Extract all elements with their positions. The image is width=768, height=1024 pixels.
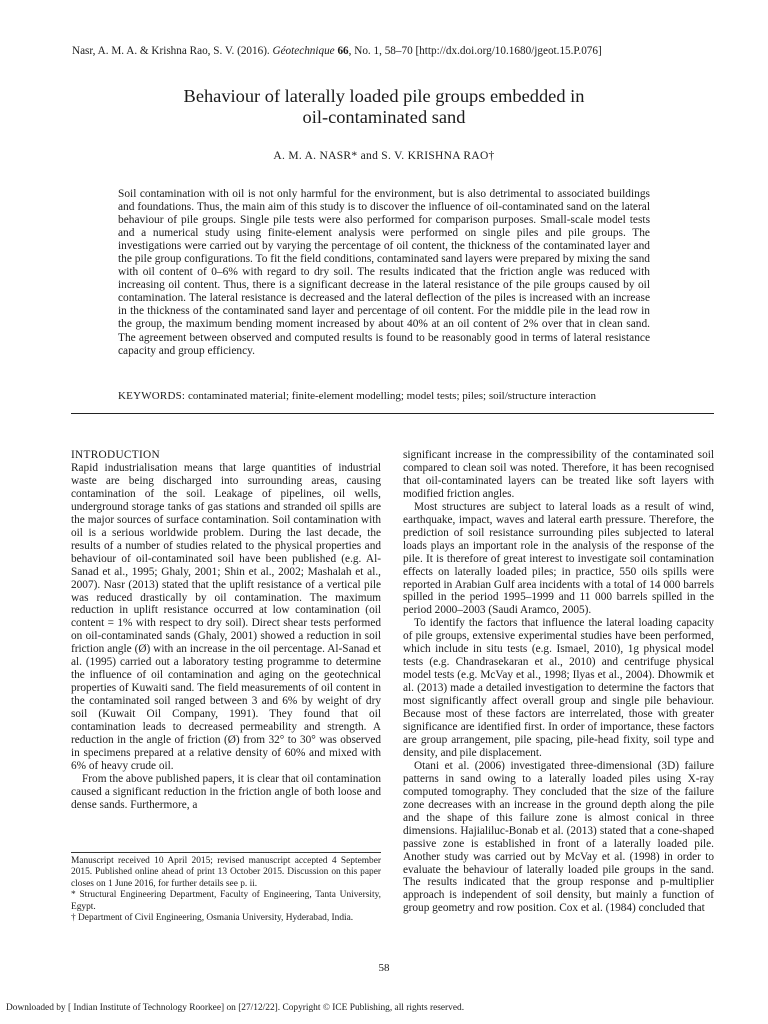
page-number: 58: [378, 962, 390, 974]
body-paragraph: Most structures are subject to lateral loads as a result of wind, earthquake, impact, waves and lateral earth pressure. Therefore, the prediction of soil resistance surrounding piles subjected to lateral loads plays an important role in the analysis of the response of the pile. It is therefore of great interest to investigate soil contamination effects on laterally loaded piles; in practice, 550 oils spills were reported in Arabian Gulf area incidents with a total of 14 000 barrels spilled in the period 1995–1999 and 11 000 barrels spilled in the period 2000–2003 (Saudi Aramco, 2005).: [403, 500, 714, 617]
keywords-label: KEYWORDS:: [118, 390, 186, 402]
title-line-1: Behaviour of laterally loaded pile groups embedded in: [183, 86, 585, 106]
footnote-divider: [71, 852, 381, 853]
body-paragraph: Rapid industrialisation means that large quantities of industrial waste are being discharged into surrounding areas, causing contamination of the soil. Leakage of pipelines, oil wells, underground storage tanks of gas stations and stranded oil spills are the major sources of surface contamination. Soil contamination with oil is a serious worldwide problem. During the last decade, the results of a number of studies related to the physical properties and behaviour of oil-contaminated soil have been published (e.g. Al-Sanad et al., 1995; Ghaly, 2001; Shin et al., 2002; Mashalah et al., 2007). Nasr (2013) stated that the uplift resistance of a vertical pile was reduced drastically by oil contamination. The maximum reduction in uplift resistance occurred at low contamination (oil content = 1% with respect to dry soil). Direct shear tests performed on oil-contaminated sands (Ghaly, 2001) showed a reduction in soil friction angle (Ø) with an increase in the oil percentage. Al-Sanad et al. (1995) carried out a laboratory testing programme to determine the influence of oil contamination and aging on the geotechnical properties of Kuwaiti sand. The field measurements of oil content in the contaminated soil ranged between 3 and 6% by weight of dry soil (Kuwait Oil Company, 1991). They found that oil contamination leads to decreased permeability and strength. A reduction in the angle of friction (Ø) from 32° to 30° was observed in specimens prepared at a relative density of 60% and mixed with 6% of heavy crude oil.: [71, 462, 381, 772]
citation-issue-doi: , No. 1, 58–70 [http://dx.doi.org/10.1680/jgeot.15.P.076]: [348, 45, 602, 57]
download-notice: Downloaded by [ Indian Institute of Technology Roorkee] on [27/12/22]. Copyright © ICE Publishing, all rights reserved.: [6, 1003, 465, 1013]
keywords-line: [118, 389, 678, 403]
paper-title: [80, 86, 688, 128]
section-heading-introduction: INTRODUCTION: [71, 449, 160, 461]
title-line-2: oil-contaminated sand: [302, 107, 466, 127]
journal-name: Géotechnique: [272, 45, 335, 57]
footnotes: [71, 856, 381, 924]
header-divider: [71, 413, 714, 414]
footnote-affiliation-2: † Department of Civil Engineering, Osmania University, Hyderabad, India.: [71, 913, 354, 924]
body-paragraph: Otani et al. (2006) investigated three-dimensional (3D) failure patterns in sand owing to a laterally loaded piles using X-ray computed tomography. They concluded that the size of the failure zone decreases with an increase in the ground depth along the pile and the shape of this failure zone is almost conical in three dimensions. Hajialiluc-Bonab et al. (2013) stated that a cone-shaped passive zone is established in front of a laterally loaded pile. Another study was carried out by McVay et al. (1998) in order to evaluate the behaviour of laterally loaded pile groups in the sand. The results indicated that the group response and p-multiplier approach is independent of soil density, but mainly a function of group geometry and row position. Cox et al. (1984) concluded that: [403, 759, 714, 915]
abstract: Soil contamination with oil is not only harmful for the environment, but is also detrimental to associated buildings and foundations. Thus, the main aim of this study is to discover the influence of oil-contaminated sand on the lateral behaviour of pile groups. Single pile tests were also performed for comparison purposes. Small-scale model tests and a numerical study using finite-element analysis were performed on single piles and pile groups. The investigations were carried out by varying the percentage of oil content, the thickness of the contaminated layer and the pile group configurations. To fit the field conditions, contaminated sand layers were prepared by mixing the sand with oil content of 0–6% with regard to dry soil. The results indicated that the friction angle was reduced with increasing oil content. Thus, there is a significant decrease in the lateral resistance of the pile groups caused by oil contamination. The lateral resistance is decreased and the lateral deflection of the piles is increased with an increase in the thickness of the contaminated sand layer and percentage of oil content. For the middle pile in the lead row in the group, the maximum bending moment increased by about 40% at an oil content of 2% over that in clean sand. The agreement between observed and computed results is found to be reasonably good in terms of lateral resistance capacity and group efficiency.: [118, 188, 650, 357]
footnote-affiliation-1: * Structural Engineering Department, Faculty of Engineering, Tanta University, Egypt.: [71, 890, 381, 912]
citation-header: [72, 44, 712, 58]
citation-authors: Nasr, A. M. A. & Krishna Rao, S. V. (2016).: [72, 45, 273, 57]
journal-volume: 66: [337, 45, 349, 57]
right-column: [403, 449, 714, 915]
body-paragraph: significant increase in the compressibility of the contaminated soil compared to clean soil was noted. Therefore, it has been recognised that oil-contaminated layers can be treated like soft layers with modified friction angles.: [403, 449, 714, 500]
left-column: [71, 449, 381, 812]
author-list: A. M. A. NASR* and S. V. KRISHNA RAO†: [273, 150, 495, 162]
footnote-received: Manuscript received 10 April 2015; revised manuscript accepted 4 September 2015. Published online ahead of print 13 October 2015. Discussion on this paper closes on 1 June 2016, for further details see p. ii.: [71, 856, 381, 889]
keywords-text: contaminated material; finite-element modelling; model tests; piles; soil/structure interaction: [185, 390, 597, 402]
body-paragraph: From the above published papers, it is clear that oil contamination caused a significant reduction in the friction angle of both loose and dense sands. Furthermore, a: [71, 772, 381, 811]
body-paragraph: To identify the factors that influence the lateral loading capacity of pile groups, extensive experimental studies have been performed, which include in situ tests (e.g. Ismael, 2010), 1g physical model tests (e.g. Chandrasekaran et al., 2010) and centrifuge physical model tests (e.g. McVay et al., 1998; Ilyas et al., 2004). Dhowmik et al. (2013) made a detailed investigation to determine the factors that most significantly affect overall group and single pile behaviour. Because most of these factors are interrelated, those with greater significance are identified first. In order of importance, these factors are group arrangement, pile spacing, pile-head fixity, soil type and density, and pile displacement.: [403, 617, 714, 759]
